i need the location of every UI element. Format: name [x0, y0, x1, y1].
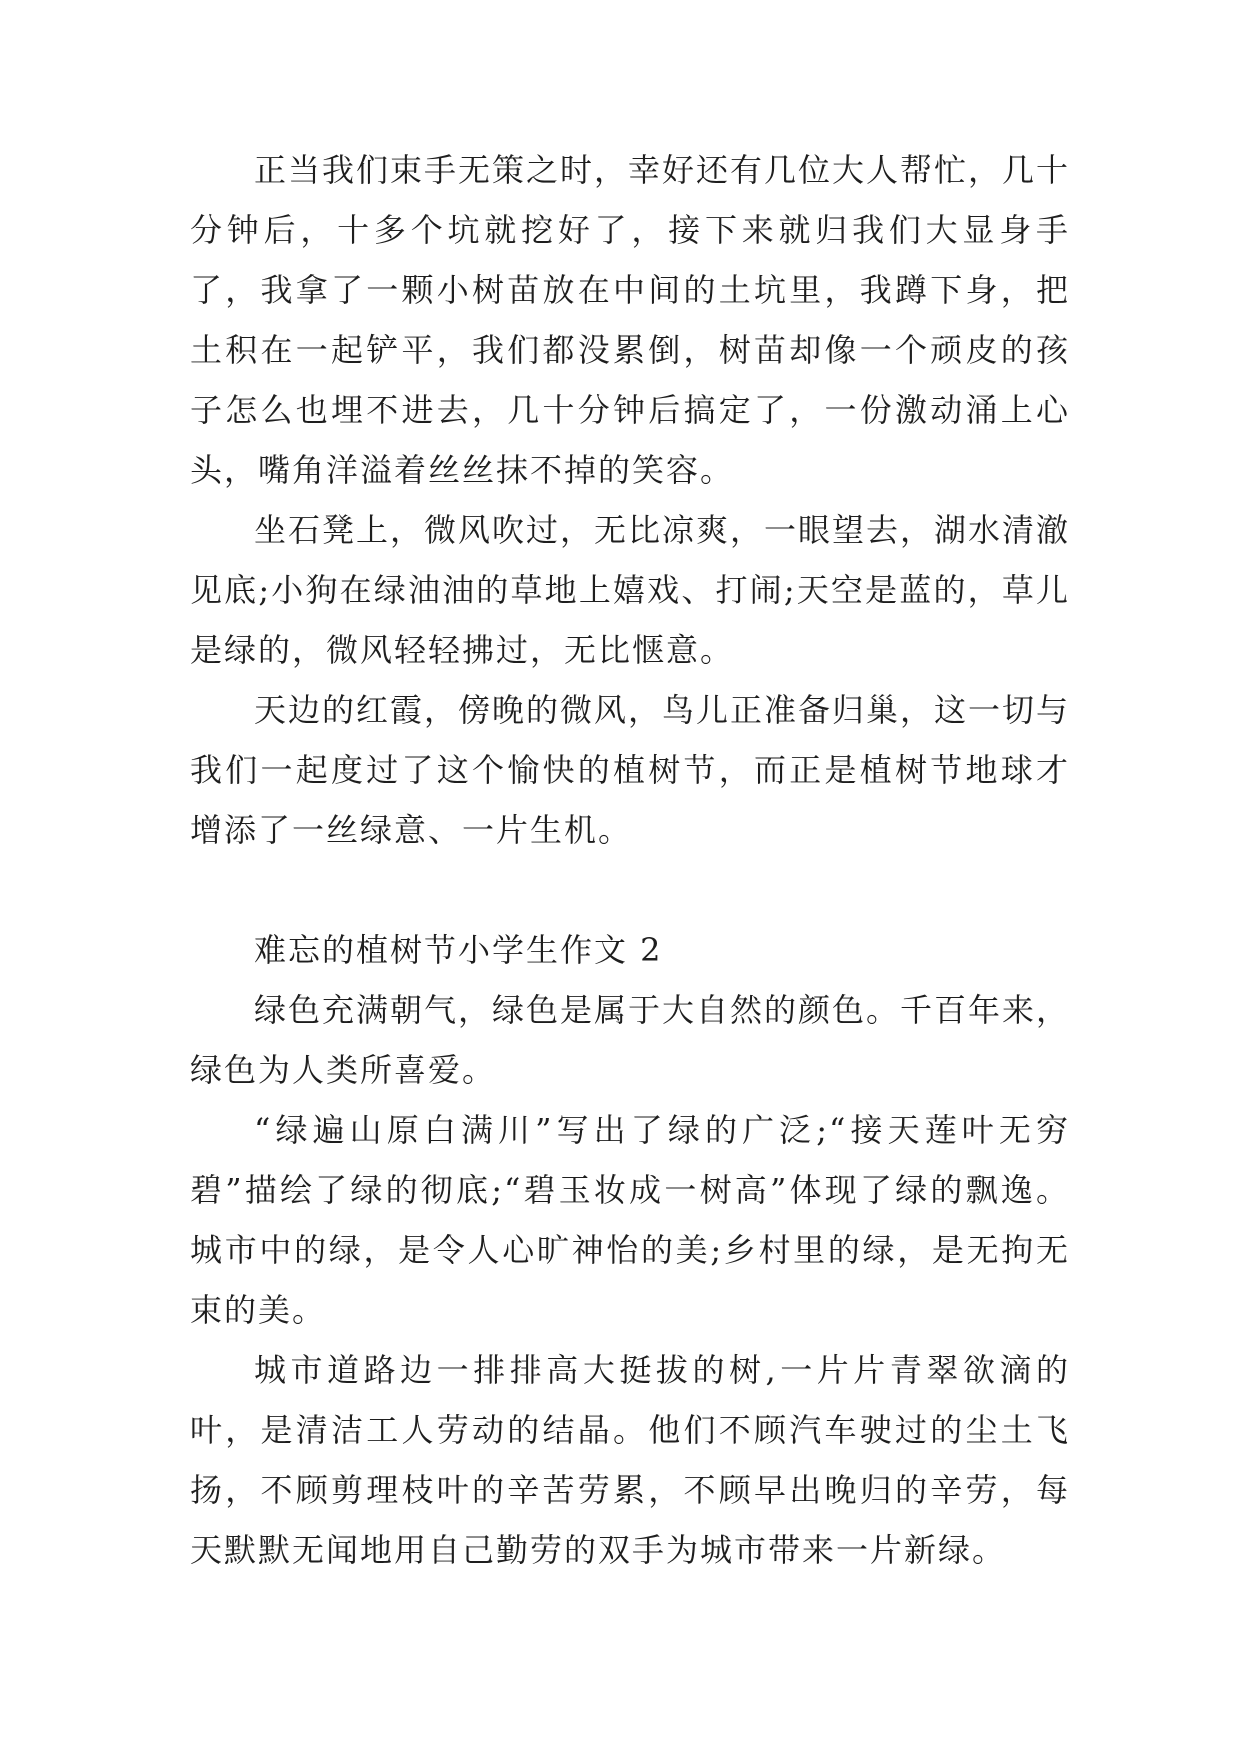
section-spacer — [190, 860, 1070, 920]
paragraph: 绿色充满朝气，绿色是属于大自然的颜色。千百年来，绿色为人类所喜爱。 — [190, 991, 1071, 1089]
section-title: 难忘的植树节小学生作文 2 — [254, 931, 663, 969]
paragraph: 天边的红霞，傍晚的微风，鸟儿正准备归巢，这一切与我们一起度过了这个愉快的植树节，而正是植树节地球才增添了一丝绿意、一片生机。 — [190, 691, 1071, 849]
paragraph: “绿遍山原白满川”写出了绿的广泛;“接天莲叶无穷碧”描绘了绿的彻底;“碧玉妆成一树高”体现了绿的飘逸。城市中的绿，是令人心旷神怡的美;乡村里的绿，是无拘无束的美。 — [190, 1111, 1070, 1329]
document-page — [190, 140, 1070, 1580]
paragraph: 城市道路边一排排高大挺拔的树,一片片青翠欲滴的叶，是清洁工人劳动的结晶。他们不顾汽车驶过的尘土飞扬，不顾剪理枝叶的辛苦劳累，不顾早出晚归的辛劳，每天默默无闻地用自己勤劳的双手为城市带来一片新绿。 — [190, 1351, 1070, 1569]
paragraph: 坐石凳上，微风吹过，无比凉爽，一眼望去，湖水清澈见底;小狗在绿油油的草地上嬉戏、打闹;天空是蓝的，草儿是绿的，微风轻轻拂过，无比惬意。 — [190, 511, 1071, 669]
paragraph: 正当我们束手无策之时，幸好还有几位大人帮忙，几十分钟后，十多个坑就挖好了，接下来就归我们大显身手了，我拿了一颗小树苗放在中间的土坑里，我蹲下身，把土积在一起铲平，我们都没累倒，树苗却像一个顽皮的孩子怎么也埋不进去，几十分钟后搞定了，一份激动涌上心头，嘴角洋溢着丝丝抹不掉的笑容。 — [190, 151, 1071, 489]
